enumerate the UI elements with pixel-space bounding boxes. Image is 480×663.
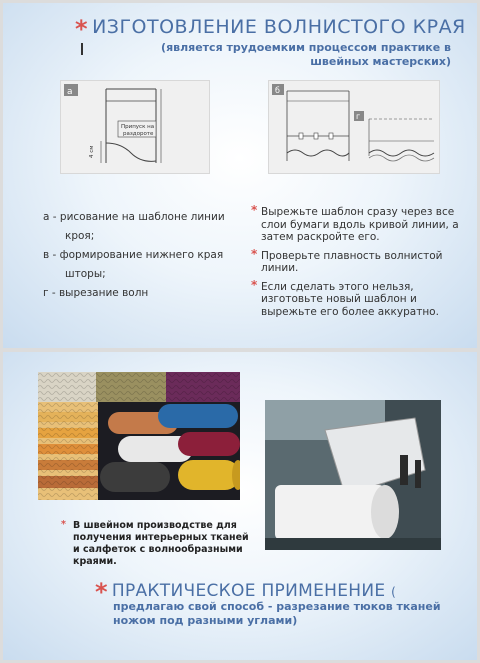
list-item: * Проверьте плавность волнистой линии.	[251, 246, 443, 274]
list-item: в - формирование нижнего края шторы;	[43, 249, 224, 280]
asterisk-icon: *	[251, 246, 258, 261]
fabric-rolls-svg	[38, 372, 240, 500]
figure-b-letter-2: г	[356, 112, 361, 121]
asterisk-icon: *	[251, 203, 258, 217]
fabric-rolls-photo	[38, 372, 240, 500]
cutting-machine-photo	[265, 400, 441, 550]
slide-1-title	[75, 11, 475, 43]
instructions-list	[251, 203, 466, 324]
figure-a-svg	[61, 81, 209, 173]
figure-b-letter-1: б	[275, 86, 280, 95]
asterisk-icon: *	[75, 15, 89, 43]
slide-2-title	[95, 574, 475, 606]
slide-1	[3, 3, 477, 348]
figure-a-template-drawing	[60, 80, 210, 174]
slide-2-title-paren: (	[391, 585, 397, 599]
figure-a-dimension: 4 см	[89, 145, 95, 158]
figure-a-letter: а	[67, 87, 73, 97]
figure-a-label-1: Припуск на	[121, 124, 155, 130]
asterisk-icon: *	[95, 578, 108, 606]
list-item: * Если сделать этого нельзя, изготовьте новый шаблон и вырежьте его более аккуратно.	[251, 277, 439, 318]
list-item: * Вырежьте шаблон сразу через все слои бумаги вдоль кривой линии, а затем раскройте его.	[251, 203, 459, 243]
asterisk-icon: *	[251, 277, 258, 292]
steps-list	[43, 208, 243, 303]
asterisk-icon: *	[61, 519, 66, 530]
text-cursor	[81, 43, 83, 55]
slide-2	[3, 352, 477, 660]
list-item: а - рисование на шаблоне линии кроя;	[43, 211, 225, 242]
cutting-machine-svg	[265, 400, 441, 550]
figure-b-svg	[269, 81, 439, 173]
figure-a-label-2: раздороте	[123, 131, 154, 137]
slide-2-title-text: ПРАКТИЧЕСКОЕ ПРИМЕНЕНИЕ	[111, 581, 386, 601]
list-item: г - вырезание волн	[43, 287, 149, 299]
slide-1-title-text: ИЗГОТОВЛЕНИЕ ВОЛНИСТОГО КРАЯ	[92, 16, 466, 38]
usage-bullet: * В швейном производстве для получения интерьерных тканей и салфеток с волнообразными краями.	[61, 519, 249, 567]
slide-1-subtitle: (является трудоемким процессом практике в швейных мастерских)	[161, 41, 451, 68]
slide-2-subtitle: предлагаю свой способ - разрезание тюков тканей ножом под разными углами)	[113, 600, 441, 627]
figure-b-cutting-drawing	[268, 80, 440, 174]
